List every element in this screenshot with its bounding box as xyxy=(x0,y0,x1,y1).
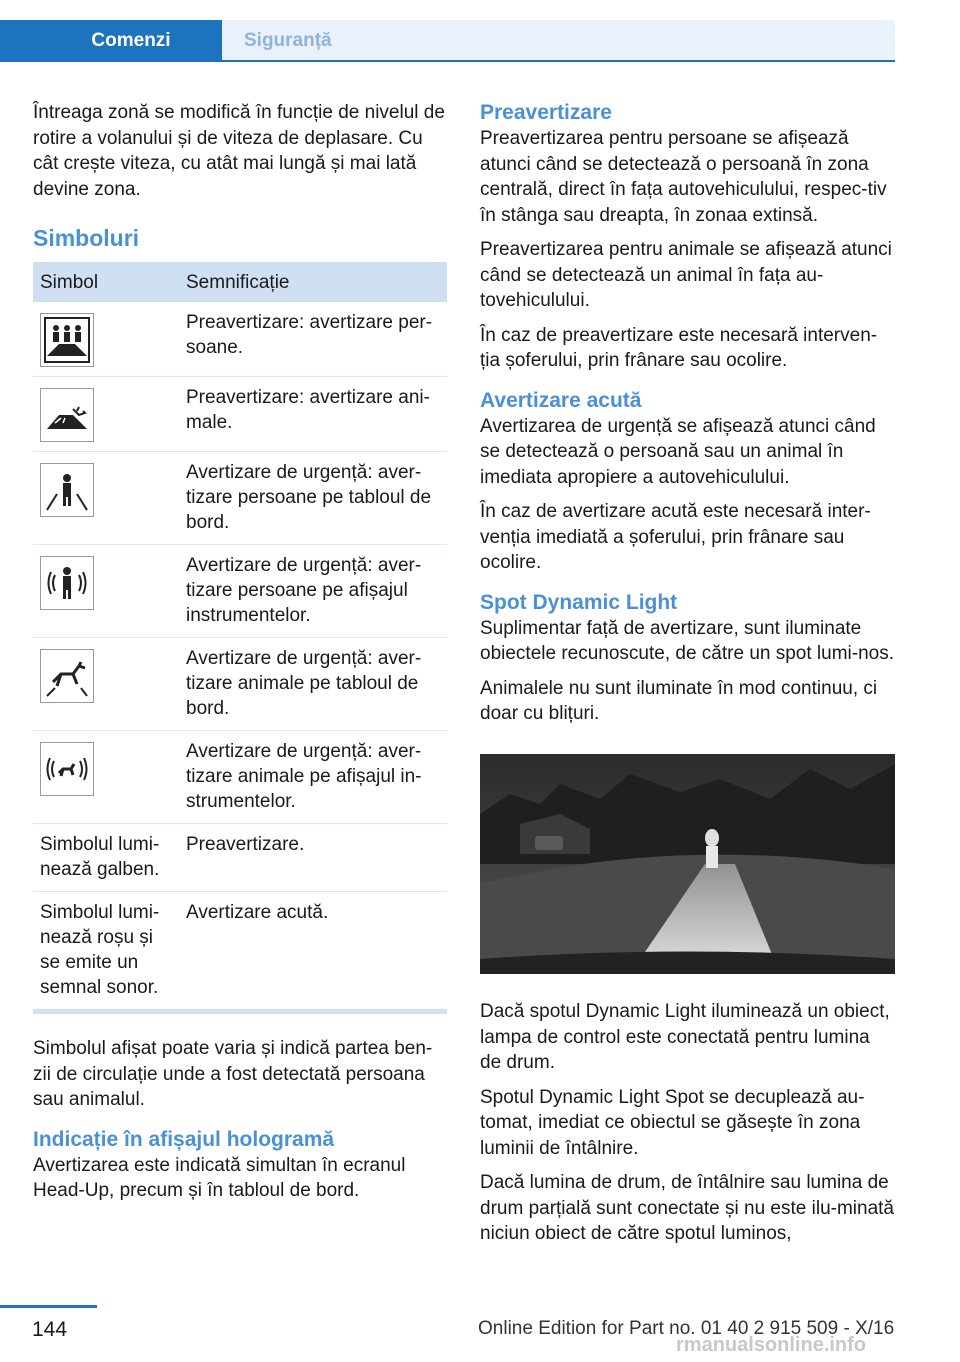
tab-comenzi[interactable]: Comenzi xyxy=(0,20,222,62)
symbols-heading: Simboluri xyxy=(33,225,140,251)
pre-paragraph-2: Preavertizarea pentru animale se afișează atunci când se detectează un animal în fața au-tovehiculului. xyxy=(480,239,892,311)
row-meaning: Avertizare acută. xyxy=(186,902,329,923)
acute-paragraph-2: În caz de avertizare acută este necesară inter-venția imediată a șoferului, prin frânare sau ocolire. xyxy=(480,501,871,573)
row-meaning: Preavertizare: avertizare per-soane. xyxy=(179,302,447,377)
symbols-table xyxy=(33,262,447,1009)
row-meaning: Avertizare de urgență: aver-tizare persoane pe afișajul instrumentelor. xyxy=(179,545,447,638)
table-header xyxy=(33,262,447,302)
person-road-icon xyxy=(40,463,94,517)
after-photo-paragraph-1: Dacă spotul Dynamic Light iluminează un obiect, lampa de control este conectată pentru lumina de drum. xyxy=(480,1001,890,1073)
page-number: 144 xyxy=(32,1318,68,1341)
pre-paragraph-1: Preavertizarea pentru persoane se afișează atunci când se detectează o persoană în zona centrală, direct în fața autovehiculului, respec-tiv în stânga sau dreapta, în zonaa extinsă. xyxy=(480,128,887,226)
table-row xyxy=(33,545,447,638)
table-row xyxy=(33,638,447,731)
deer-sound-icon xyxy=(40,742,94,796)
row-meaning: Preavertizare. xyxy=(179,824,447,892)
pedestrians-warning-icon xyxy=(40,313,94,367)
footer-accent-line xyxy=(0,1305,97,1308)
table-bottom-rule xyxy=(33,1009,447,1014)
table-row xyxy=(33,377,447,452)
night-road-spotlight-image xyxy=(480,754,895,974)
table-row xyxy=(33,824,447,892)
table-row xyxy=(33,452,447,545)
row-symbol-text: Simbolul lumi-nează galben. xyxy=(33,824,179,892)
acute-paragraph-1: Avertizarea de urgență se afișează atunci când se detectează o persoană sau un animal în imediata apropiere a autovehiculului. xyxy=(480,415,876,488)
row-meaning: Avertizare de urgență: aver-tizare animale pe tabloul de bord. xyxy=(179,638,447,731)
header-bar xyxy=(0,0,895,62)
left-column xyxy=(33,100,447,1213)
intro-paragraph: Întreaga zonă se modifică în funcție de nivelul de rotire a volanului și de viteza de deplasare. Cu cât crește viteza, cu atât mai lungă și mai lată devine zona. xyxy=(33,102,445,200)
column-header-meaning: Semnificație xyxy=(179,262,447,302)
deer-road-icon xyxy=(40,649,94,703)
person-sound-icon xyxy=(40,556,94,610)
animal-road-warning-icon xyxy=(40,388,94,442)
holo-paragraph: Avertizarea este indicată simultan în ecranul Head-Up, precum și în tabloul de bord. xyxy=(33,1154,406,1201)
spot-heading: Spot Dynamic Light xyxy=(480,590,678,614)
column-header-symbol: Simbol xyxy=(33,262,179,302)
table-row xyxy=(33,892,447,1010)
after-photo-paragraph-2: Spotul Dynamic Light Spot se decuplează au-tomat, imediat ce obiectul se găsește în zona luminii de întâlnire. xyxy=(480,1086,865,1159)
row-meaning: Avertizare de urgență: aver-tizare animale pe afișajul in-strumentelor. xyxy=(179,731,447,824)
after-table-paragraph: Simbolul afișat poate varia și indică partea ben-zii de circulație unde a fost detectată persoana sau animalul. xyxy=(33,1038,433,1110)
row-meaning: Preavertizare: avertizare ani-male. xyxy=(179,377,447,452)
spot-paragraph-2: Animalele nu sunt iluminate în mod continuu, ci doar cu blițuri. xyxy=(480,677,878,724)
edition-text: Online Edition for Part no. 01 40 2 915 509 - X/16 xyxy=(478,1318,895,1339)
tab-siguranta[interactable]: Siguranță xyxy=(222,20,895,62)
pre-paragraph-3: În caz de preavertizare este necesară interven-ția șoferului, prin frânare sau ocolire. xyxy=(480,324,878,371)
acute-heading: Avertizare acută xyxy=(480,388,642,412)
watermark: rmanualsonline.info xyxy=(676,1334,867,1356)
right-column xyxy=(480,100,895,1256)
spot-paragraph-1: Suplimentar față de avertizare, sunt iluminate obiectele recunoscute, de către un spot lumi-nos. xyxy=(480,617,895,664)
row-symbol-text: Simbolul lumi-nează roșu și se emite un semnal sonor. xyxy=(40,902,160,998)
after-photo-paragraph-3: Dacă lumina de drum, de întâlnire sau lumina de drum parțială sunt conectate și nu este ilu-minată niciun obiect de către spotul luminos, xyxy=(480,1172,894,1244)
row-meaning: Avertizare de urgență: aver-tizare persoane pe tabloul de bord. xyxy=(179,452,447,545)
preavertizare-heading: Preavertizare xyxy=(480,101,612,124)
table-row xyxy=(33,731,447,824)
header-divider xyxy=(0,60,895,62)
holo-heading: Indicație în afișajul hologramă xyxy=(33,1127,335,1151)
table-row xyxy=(33,302,447,377)
